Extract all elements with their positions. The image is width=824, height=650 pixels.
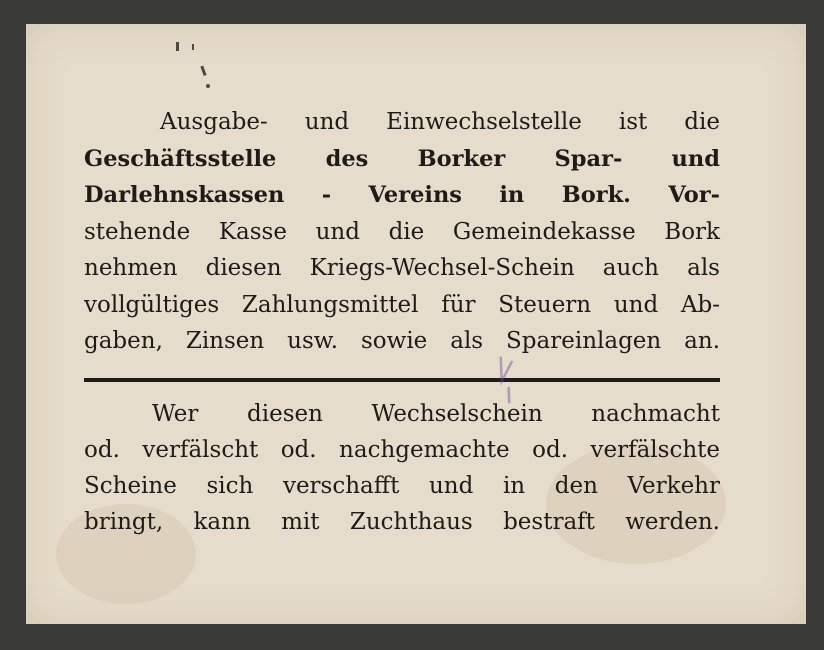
text-line-bold: Darlehnskassen - Vereins in Bork. Vor-: [84, 182, 720, 208]
perforated-edge: [18, 24, 34, 624]
warning-paragraph: [84, 396, 720, 540]
ink-specks: [172, 36, 232, 102]
text-line: Scheine sich verschafft und in den Verkehr: [84, 473, 720, 499]
text-line: Wer diesen Wechselschein nachmacht: [152, 401, 720, 427]
text-line-bold: Geschäftsstelle des Borker Spar- und: [84, 145, 720, 172]
issuer-paragraph: [84, 104, 720, 360]
text-line: vollgültiges Zahlungsmittel für Steuern und Ab-: [84, 291, 720, 318]
text-line: gaben, Zinsen usw. sowie als Spareinlagen an.: [84, 328, 720, 354]
text-line: nehmen diesen Kriegs-Wechsel-Schein auch als: [84, 255, 720, 281]
text-line: bringt, kann mit Zuchthaus bestraft werden.: [84, 509, 720, 535]
text-line: od. verfälscht od. nachgemachte od. verfälschte: [84, 437, 720, 463]
divider-rule: [84, 378, 720, 382]
text-line: stehende Kasse und die Gemeindekasse Bork: [84, 218, 720, 245]
text-line: Ausgabe- und Einwechselstelle ist die: [160, 109, 720, 135]
ink-speck-graphic: [172, 36, 232, 96]
